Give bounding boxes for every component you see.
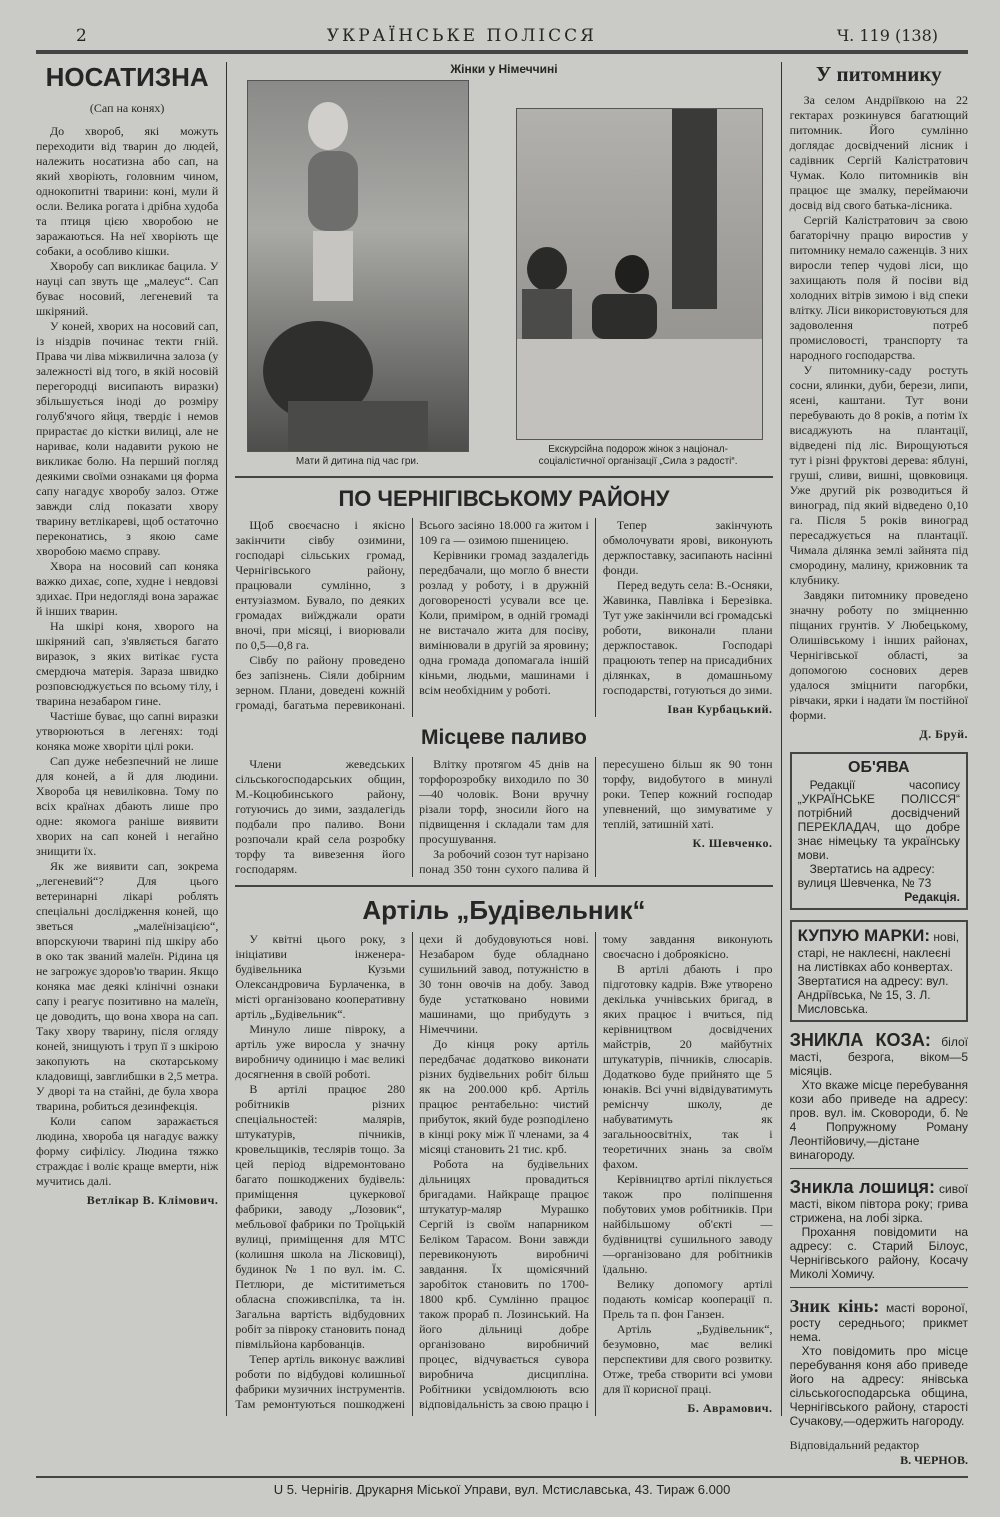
right-section xyxy=(782,62,968,1468)
ad-text-details: Прохання повідомити на адресу: с. Старий Білоус, Чернігівського району, Косачу Миколі Хомичу. xyxy=(789,1225,968,1282)
article-title: У питомнику xyxy=(815,62,942,86)
paragraph: Влітку протягом 45 днів на торфорозробку виходило по 30—40 чоловік. Вони вручну різали торф, зносили його на підвищення і складали там для просушування. xyxy=(419,756,589,846)
paragraph: У питомнику-саду ростуть сосни, ялинки, дуби, берези, липи, ясені, каштани. Тут вони перебувають до 8 років, а потім їх висаджують на плантації, відведені під ліс. Вирощуються тут і різні фруктові дерева: яблуні, груші, сливи, вишні, щовковиця. Уже другий рік розводиться й виноград, під який відведено 0,10 га. Після 5 років виноград пересаджується на плантації. Чимала ділянка землі зайнята під смородину, малину, крижовник та клубнику. xyxy=(789,363,968,588)
paragraph: Як же виявити сап, зокрема „легеневий“? Для цього ветеринарні лікарі роблять спеціальні дослідження коней, що зветься „малеїнізацією“, впорскуючи тварині під шкіру або в око так званий малеїн. Рідина ця не загрожує здоров'ю тварин. Якщо коняка має деякі клінічні ознаки сапу і реагує позитивно на малеїн, це доводить, що вона хвора на сап. Таку хвору тварину, після огляду коней, знищують і труп її з шкірою закопують на скотарському кладовищі, завглибшки в 2,5 метра. У дворі та на стайні, де була хвора тварина, робиться дезинфекція. xyxy=(36,859,219,1114)
paragraph: Хвора на носовий сап коняка важко дихає, сопе, худне і невдовзі здихає. При недогляді вона заражає й інших тварин. xyxy=(36,559,219,619)
ad-text: Редакції часопису „УКРАЇНСЬКЕ ПОЛІССЯ“ потрібний досвідчений ПЕРЕКЛАДАЧ, що добре знає німецьку та українську мови. xyxy=(797,778,960,863)
ad-title: ОБ'ЯВА xyxy=(848,759,910,777)
ad-text: сивої масті, віком півтора року; грива стрижена, на лобі зірка. xyxy=(789,1182,968,1226)
page-number: 2 xyxy=(76,26,87,46)
photo-women-excursion xyxy=(516,108,763,440)
paragraph: За робочий созон тут нарізано понад 350 тонн сухого палива й пересушено більш як 90 тонн торфу, видобутого в минулі роки. Тепер кожний господар упевнений, що зимуватиме у теплій, затишній хаті. xyxy=(419,756,773,876)
photo-block-left xyxy=(247,80,467,468)
article-signature: Д. Бруй. xyxy=(919,727,968,742)
paragraph: Робота на будівельних дільницях провадиться бригадами. Найкраще працює штукатур-маляр Мурашко Сергій із своїм напарником Беліком Тарасом. Вони завжди перевиконують виробничі завдання. Їх щомісячний заробіток становить по 1700-1800 крб. Сумлінно працює також прораб п. Лозинський. На його дільниці добре організовано виробничий процес, відчувається сувора виробнича дисципліна. Робітники усвідомлюють всю відповідальність за свою працю і тому завдання виконують своєчасно і доброякісно. xyxy=(419,931,773,1411)
article-body xyxy=(235,757,772,877)
header-rule xyxy=(36,50,968,54)
ad-divider xyxy=(790,1168,968,1169)
article-title: ПО ЧЕРНІГІВСЬКОМУ РАЙОНУ xyxy=(338,486,670,511)
article-title: НОСАТИЗНА xyxy=(45,62,209,92)
paragraph: Хворобу сап викликає бацила. У науці сап звуть ще „малеус“. Сап буває носовий, легеневий та шкіряний. xyxy=(36,259,219,319)
article-signature: К. Шевченко. xyxy=(692,835,773,850)
article-local-fuel xyxy=(235,725,772,876)
article-nosatyzna xyxy=(36,62,226,1208)
ad-horse-missing xyxy=(790,1296,968,1428)
article-artel-budivelnyk xyxy=(235,895,772,1416)
photo-mother-child xyxy=(247,80,469,452)
article-signature: Б. Аврамович. xyxy=(687,1400,773,1415)
article-title: Артіль „Будівельник“ xyxy=(362,894,646,925)
ad-text: білої масті, безрога, віком—5 місяців. xyxy=(789,1035,968,1079)
ad-translator-wanted xyxy=(790,752,968,910)
paragraph: Члени жеведських сільськогосподарських общин, М.-Коцюбинського району, готуючись до зими, заздалегідь подбали про паливо. Вони розпочали край села розробку торфу та вивезення його господарям. xyxy=(235,756,406,876)
paragraph: Тепер закінчують обмолочувати ярові, виконують держпоставку, засипають насінні фонди. xyxy=(602,518,773,578)
photo-caption-left: Мати й дитина під час гри. xyxy=(295,456,419,467)
imprint: U 5. Чернігів. Друкарня Міської Управи, вул. Мстиславська, 43. Тираж 6.000 xyxy=(36,1476,968,1497)
section-rule xyxy=(235,476,772,478)
section-rule xyxy=(235,885,772,887)
newspaper-title: УКРАЇНСЬКЕ ПОЛІССЯ xyxy=(326,26,597,46)
paragraph: Сергій Калістратович за свою багаторічну працю виростив у питомнику немало саженців. З них виросли тепер чудові ліси, що захищають поля й посіви від холодних вітрів зимою і від спеки влітку. Ліси використовуються для задоволення потреб промисловості, транспорту та народного господарства. xyxy=(789,213,969,363)
ad-buying-stamps xyxy=(790,920,968,1022)
ad-title: ЗНИКЛА КОЗА: xyxy=(789,1030,931,1051)
photo-section-title: Жінки у Німеччині xyxy=(450,62,558,76)
page-columns xyxy=(36,62,968,1468)
paragraph: Тепер артіль виконує важливі роботи по відбудові колишньої фабрики музичних інструментів. Там ремонтуються пошкоджені цехи й добудовуються нові. Незабаром буде обладнано сушильний завод, потужністю в 30 тонн овочів на добу. Завод буде устатковано новими машинами, що прибудуть з Німеччини. xyxy=(235,931,589,1411)
ad-text-details: Хто повідомить про місце перебування коня або приведе його на адресу: янівська сільськогосподарська община, Чернігівського району, старості Сучакову,—одержить нагороду. xyxy=(789,1344,968,1429)
paragraph: Частіше буває, що сапні виразки утворюються в легенях: тоді коняка може хворіти цілі роки. xyxy=(36,709,219,754)
ad-text: нові, старі, не наклеєні, наклеєні на листівках або конвертах. Звертатися на адресу: вул. Андріївська, № 15, З. Л. Мисловська. xyxy=(797,930,960,1017)
article-title: Місцеве паливо xyxy=(421,726,587,750)
paragraph: Перед ведуть села: В.-Осняки, Жавинка, Павлівка і Березівка. Тут уже закінчили всі громадські роботи, виконали плани держпоставок. Господарі працюють тепер на присадибних ділянках, в домашньому господарстві, готуються до зими. xyxy=(602,578,773,698)
ad-title: Зникла лошиця: xyxy=(789,1177,935,1198)
ad-title: КУПУЮ МАРКИ: xyxy=(797,926,931,946)
photo-block-right xyxy=(516,108,761,468)
ad-text: масті вороної, росту середнього; прикмет нема. xyxy=(789,1301,968,1345)
ad-signature: Редакція. xyxy=(904,890,960,905)
paragraph: До кінця року артіль передбачає додатково виконати різних будівельних робіт більш як на 200.000 крб. Артіль працює рентабельно: чистий прибуток, який буде розподілено в кінці року між її членами, за 4 місяці становить 21 тис. крб. xyxy=(419,1036,589,1156)
article-body xyxy=(235,518,772,717)
paragraph: Щоб своєчасно і якісно закінчити сівбу озимини, господарі сільських громад, Чернігівського району, працювали сумлінно, з ентузіазмом. Бувало, по деяких громадах виїжджали орати вночі, при місяці, і виорювали по 0,5—0,8 га. xyxy=(235,518,406,653)
paragraph: Коли сапом заражається людина, хвороба ця нагадує важку форму сифілісу. Людина тяжко страждає і воліє краще вмерти, ніж мучитись далі. xyxy=(36,1114,219,1189)
article-body xyxy=(790,93,968,723)
ad-title: Зник кінь: xyxy=(789,1296,880,1317)
paragraph: В артілі працює 280 робітників різних спеціальностей: малярів, штукатурів, пічників, кровельщиків, теслярів тощо. За цей період відремонтовано багато пошкоджених будівель: приміщення цукеркової фабрики, заводу „Лозовик“, мебльової фабрики по Троїцькій вулиці, приміщення для МТС (колишня школа на Лісковиці), будинок № 1 по вул. ім. С. Петлюри, де міститиметься обласна споживспілка, та ін. Загальна вартість відбудовних робіт за півроку становить понад півмільйона карбованців. xyxy=(235,1081,406,1351)
paragraph: Завдяки питомнику проведено значну роботу по зміцненню піщаних грунтів. У Любецькому, Олишівському і інших районах, Чернігівської області, за допомогою соснових дерев удалося зміцнити пагорбки, рівчаки, ярки і надати їм постійної форми. xyxy=(789,588,968,723)
article-nursery xyxy=(790,62,968,742)
paragraph: На шкірі коня, хворого на шкіряний сап, з'являється багато виразок, з яких витікає густа смердюча матерія. Зараза швидко розповсюджується по всьому тілу, і тварина незабаром гине. xyxy=(36,619,219,709)
paragraph: Керівництво артілі піклується також про поліпшення побутових умов робітників. При найбільшому об'єкті — будівництві сушильного заводу—організовано для робітників їдальню. xyxy=(602,1171,773,1276)
article-body xyxy=(235,932,772,1416)
paragraph: Керівники громад заздалегідь передбачали, що могло б внести розлад у роботу, і в дружній договорeності усували все це. Коли, приміром, в одній громаді не вистачало жита для посіву, вимінювали в другій за яровину; одна громада допомагала іншій кіньми, людьми, машинами і всім необхідним у роботі. xyxy=(419,548,589,698)
paragraph: Артіль „Будівельник“, безумовно, має великі перспективи для свого розвитку. Отже, треба створити всі умови для її корисної праці. xyxy=(602,1321,773,1396)
paragraph: У квітні цього року, з ініціативи інженера-будівельника Кузьми Олександровича Бурлаченка, в місті організовано кооперативну артіль „Будівельник“. xyxy=(235,931,406,1021)
issue-number: Ч. 119 (138) xyxy=(836,26,938,45)
paragraph: Минуло лише півроку, а артіль уже виросла у значну виробничу одиницю і має великі досягнення в своїй роботі. xyxy=(235,1021,406,1081)
paragraph: В артілі дбають і про підготовку кадрів. Вже утворено декілька учнівських бригад, в яких працює і вчиться, під керівництвом досвідчених майстрів, 20 майбутніх штукатурів, пічників, слюсарів. Додатково буде прийнято ще 5 юнаків. Всі учні відвідуватимуть реміснчу школу, де набуватимуть як загальноосвітніх, так і теоретичних знань за своїм фахом. xyxy=(602,961,773,1171)
article-signature: Іван Курбацький. xyxy=(667,702,773,717)
ad-divider xyxy=(790,1287,968,1288)
paragraph: Сап дуже небезпечний не лише для коней, а й для людини. Хвороба ця невиліковна. Тому по всіх країнах дбають лише про одне: якомога раніше виявити хворих на сап коней і негайно знищити їх. xyxy=(36,754,219,859)
article-body xyxy=(36,124,218,1189)
ad-address: Звертатись на адресу: вулиця Шевченка, № 73 xyxy=(797,862,935,891)
article-chernihiv-district xyxy=(235,486,772,717)
photo-caption-right: Екскурсійна подорож жінок з націонал-соціалістичної організації „Сила з радості“. xyxy=(538,444,738,467)
article-subtitle: (Сап на конях) xyxy=(89,101,165,116)
ad-filly-missing xyxy=(790,1177,968,1281)
paragraph: Сівбу по району проведено без запізнень. Сіяли добірним зерном. Плани, доведені кожній громаді, багатьма перевиконані. Всього засіяно 18.000 га житом і 109 га — озимою пшеницею. xyxy=(235,518,589,713)
ad-goat-missing xyxy=(790,1030,968,1162)
ad-text-details: Хто вкаже місце перебування кози або приведе на адресу: пров. вул. ім. Сковороди, б. № 4 Попружному Роману Леонтійовичу,—дістане винагороду. xyxy=(789,1078,968,1163)
middle-section xyxy=(226,62,781,1416)
paragraph: Велику допомогу артілі подають комісар кооперації п. Прель та п. фон Ганзен. xyxy=(602,1276,773,1321)
photo-row xyxy=(235,80,772,468)
paragraph: До хвороб, які можуть переходити від тварин до людей, належить носатизна або сап, на який хворіють, головним чином, однокопитні тварини: коні, мули й осли. Велика рогата і дрібна худоба та птиця цією хворобою не заражаються. На неї хворіють ще собаки, а особливо кішки. xyxy=(36,124,219,259)
masthead xyxy=(36,26,968,46)
paragraph: У коней, хворих на носовий сап, із ніздрів починає текти гній. Права чи ліва міжвилична залоза (у залежності від того, в якій носовій перегородці висипають виразки) збільшується іноді до розміру голуб'ячого яйця, твердіє і немов прирастає до кістки вилиці, але не нариває, коли надавити рукою не викликає болю. На перший погляд деякими своїми ознаками ця форма сапу нагадує хворобу залоз. Отже завжди слід показати хвору тварину ветлікареві, щоб остаточно переконатись, з якою саме хворобою маємо справу. xyxy=(36,319,219,559)
editor-label: Відповідальний редактор xyxy=(789,1438,920,1453)
paragraph: За селом Андріївкою на 22 гектарах розкинувся багатющий питомник. Його сумлінно доглядає досвідчений лісник і садівник Сергій Калістратович Чумак. Коло питомників він працює ще змалку, переймаючи досвід від свого батька-лісника. xyxy=(789,93,968,213)
article-signature: Ветлікар В. Клімович. xyxy=(86,1193,219,1208)
editor-name: В. ЧЕРНОВ. xyxy=(900,1453,968,1468)
